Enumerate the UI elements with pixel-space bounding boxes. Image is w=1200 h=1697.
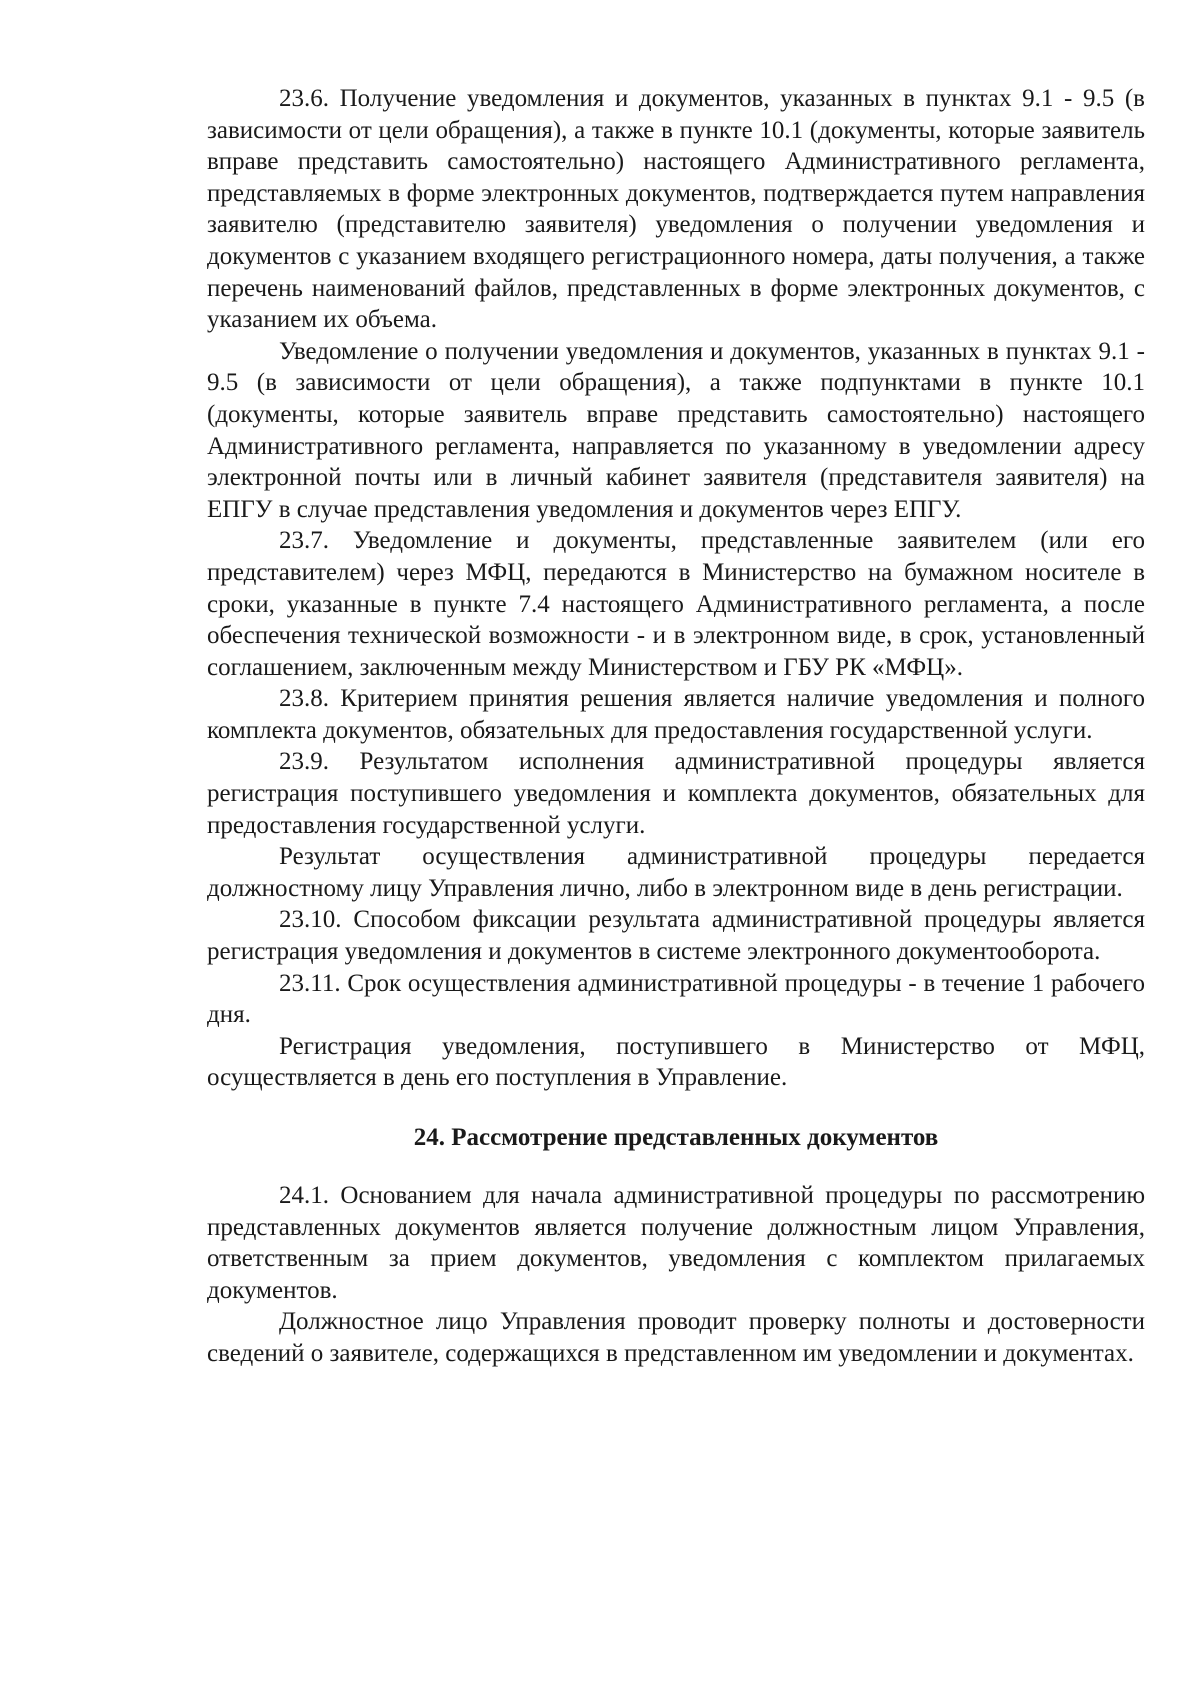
paragraph-23-9: 23.9. Результатом исполнения административной процедуры является регистрация поступившего уведомления и комплекта документов, обязательных для предоставления государственной услуги. [207, 748, 1145, 839]
paragraph-23-11: 23.11. Срок осуществления административной процедуры - в течение 1 рабочего дня. [207, 969, 1145, 1029]
paragraph-23-6: 23.6. Получение уведомления и документов, указанных в пунктах 9.1 - 9.5 (в зависимости от цели обращения), а также в пункте 10.1 (документы, которые заявитель вправе представить самостоятельно) настоящего Административного регламента, представляемых в форме электронных документов, подтверждается путем направления заявителю (представителю заявителя) уведомления о получении уведомления и документов с указанием входящего регистрационного номера, даты получения, а также перечень наименований файлов, представленных в форме электронных документов, с указанием их объема. [207, 85, 1145, 334]
paragraph-24-1: 24.1. Основанием для начала административной процедуры по рассмотрению представленных документов является получение должностным лицом Управления, ответственным за прием документов, уведомления с комплектом прилагаемых документов. [207, 1182, 1145, 1304]
paragraph-23-11-registration: Регистрация уведомления, поступившего в Министерство от МФЦ, осуществляется в день его поступления в Управление. [207, 1032, 1145, 1092]
paragraph-23-9-result: Результат осуществления административной процедуры передается должностному лицу Управления лично, либо в электронном виде в день регистрации. [207, 843, 1145, 902]
document-body [207, 83, 1145, 1370]
paragraph-23-8: 23.8. Критерием принятия решения является наличие уведомления и полного комплекта документов, обязательных для предоставления государственной услуги. [207, 685, 1145, 744]
paragraph-23-7: 23.7. Уведомление и документы, представленные заявителем (или его представителем) через МФЦ, передаются в Министерство на бумажном носителе в сроки, указанные в пункте 7.4 настоящего Административного регламента, а после обеспечения технической возможности - и в электронном виде, в срок, установленный соглашением, заключенным между Министерством и ГБУ РК «МФЦ». [207, 527, 1145, 681]
section-heading-24: 24. Рассмотрение представленных документов [413, 1124, 939, 1151]
paragraph-23-6-notification: Уведомление о получении уведомления и документов, указанных в пунктах 9.1 - 9.5 (в зависимости от цели обращения), а также подпунктами в пункте 10.1 (документы, которые заявитель вправе представить самостоятельно) настоящего Административного регламента, направляется по указанному в уведомлении адресу электронной почты или в личный кабинет заявителя (представителя заявителя) на ЕПГУ в случае представления уведомления и документов через ЕПГУ. [207, 337, 1145, 523]
paragraph-24-1-check: Должностное лицо Управления проводит проверку полноты и достоверности сведений о заявителе, содержащихся в представленном им уведомлении и документах. [207, 1308, 1145, 1367]
paragraph-23-10: 23.10. Способом фиксации результата административной процедуры является регистрация уведомления и документов в системе электронного документооборота. [207, 906, 1145, 966]
